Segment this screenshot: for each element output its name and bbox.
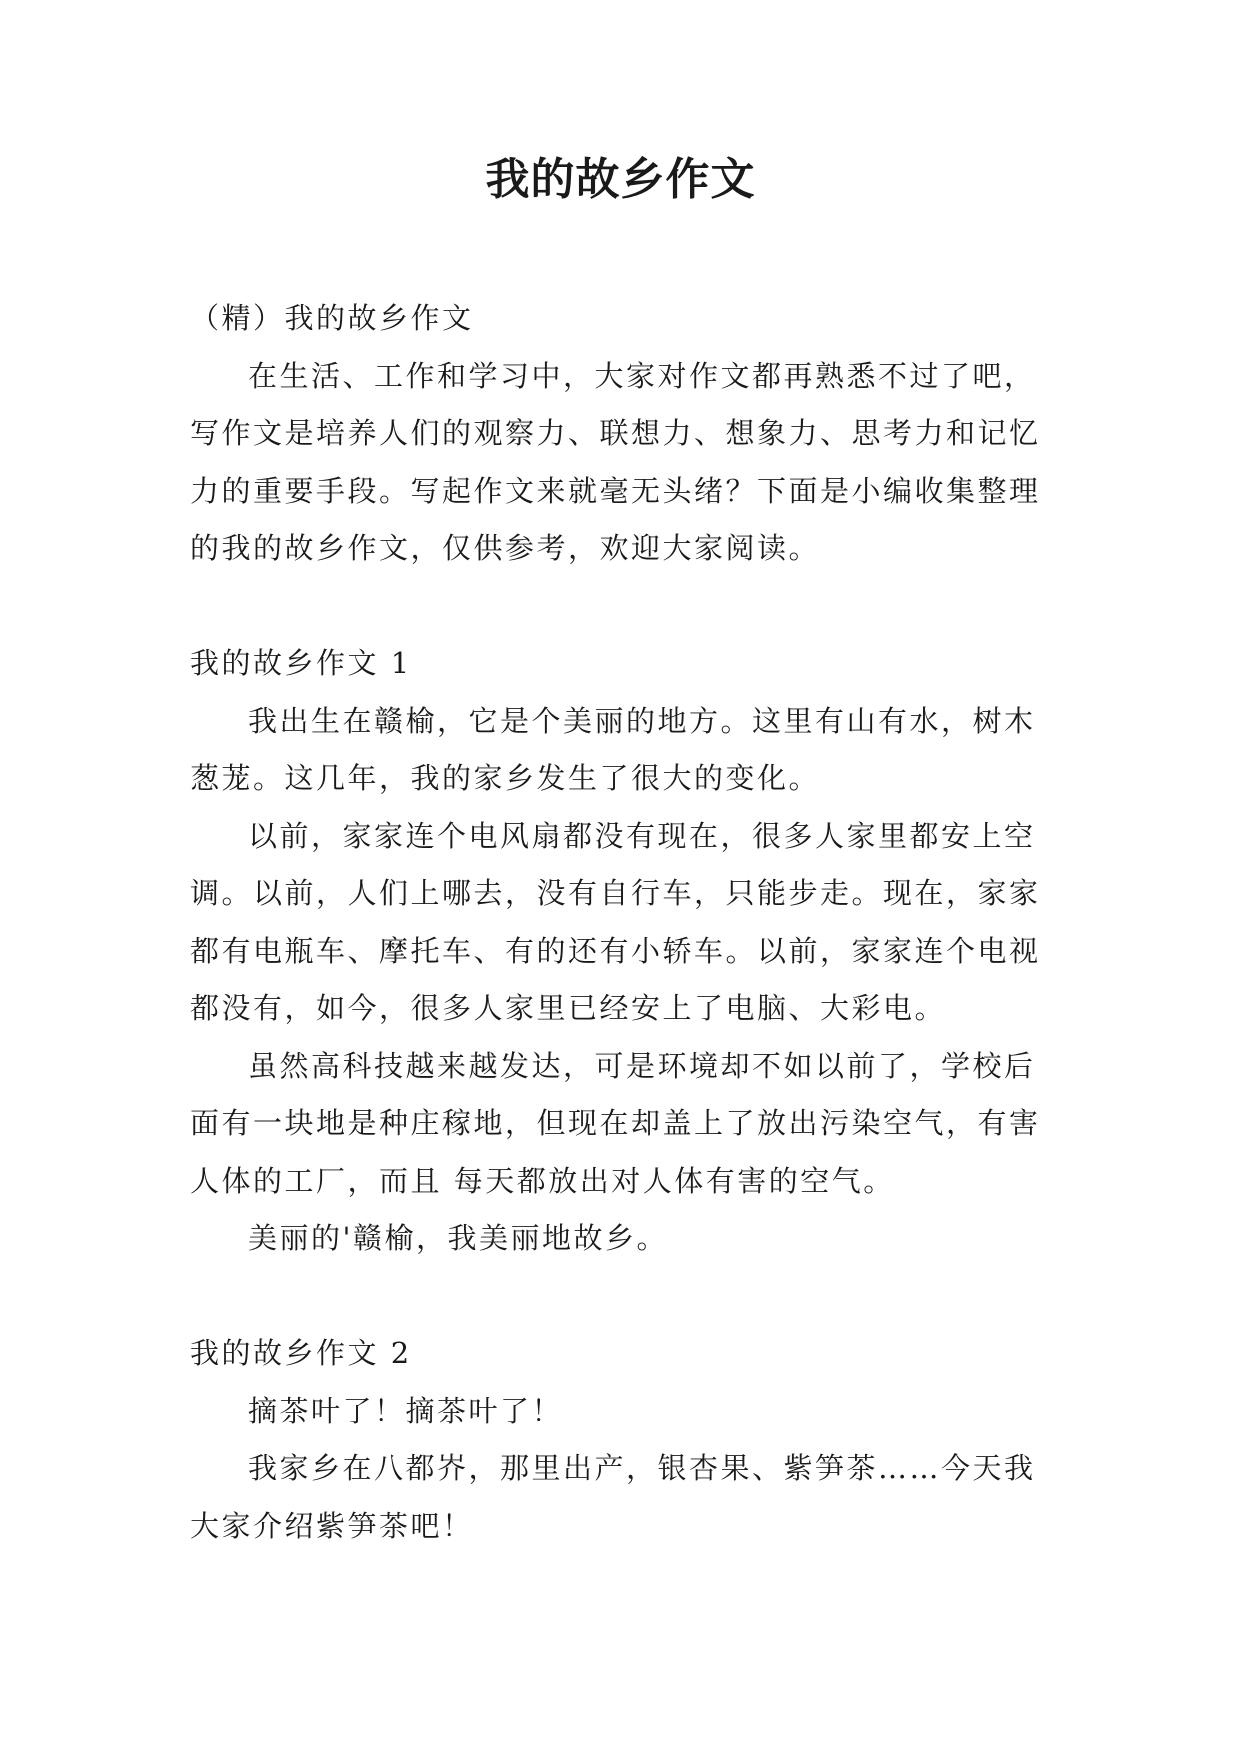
section-heading: 我的故乡作文 2 (190, 1336, 412, 1370)
intro-paragraph: 在生活、工作和学习中，大家对作文都再熟悉不过了吧，写作文是培养人们的观察力、联想力、想象力、思考力和记忆力的重要手段。写起作文来就毫无头绪？下面是小编收集整理的我的故乡作文，仅供参考，欢迎大家阅读。 (190, 358, 1041, 565)
document-subtitle: （精）我的故乡作文 (190, 301, 474, 335)
paragraph: 以前，家家连个电风扇都没有现在，很多人家里都安上空调。以前，人们上哪去，没有自行车，只能步走。现在，家家都有电瓶车、摩托车、有的还有小轿车。以前，家家连个电视都没有，如今，很多人家里已经安上了电脑、大彩电。 (190, 818, 1041, 1025)
paragraph: 虽然高科技越来越发达，可是环境却不如以前了，学校后面有一块地是种庄稼地，但现在却盖上了放出污染空气，有害人体的工厂，而且 每天都放出对人体有害的空气。 (190, 1048, 1041, 1198)
paragraph: 我家乡在八都岕，那里出产，银杏果、紫笋茶……今天我大家介绍紫笋茶吧！ (190, 1451, 1036, 1543)
document-title: 我的故乡作文 (485, 154, 756, 205)
section-heading: 我的故乡作文 1 (190, 646, 412, 680)
paragraph: 我出生在赣榆，它是个美丽的地方。这里有山有水，树木葱茏。这几年，我的家乡发生了很大的变化。 (190, 703, 1036, 795)
paragraph: 美丽的'赣榆，我美丽地故乡。 (248, 1221, 668, 1255)
document-body (190, 290, 1050, 1555)
paragraph: 摘茶叶了！摘茶叶了！ (248, 1393, 564, 1428)
